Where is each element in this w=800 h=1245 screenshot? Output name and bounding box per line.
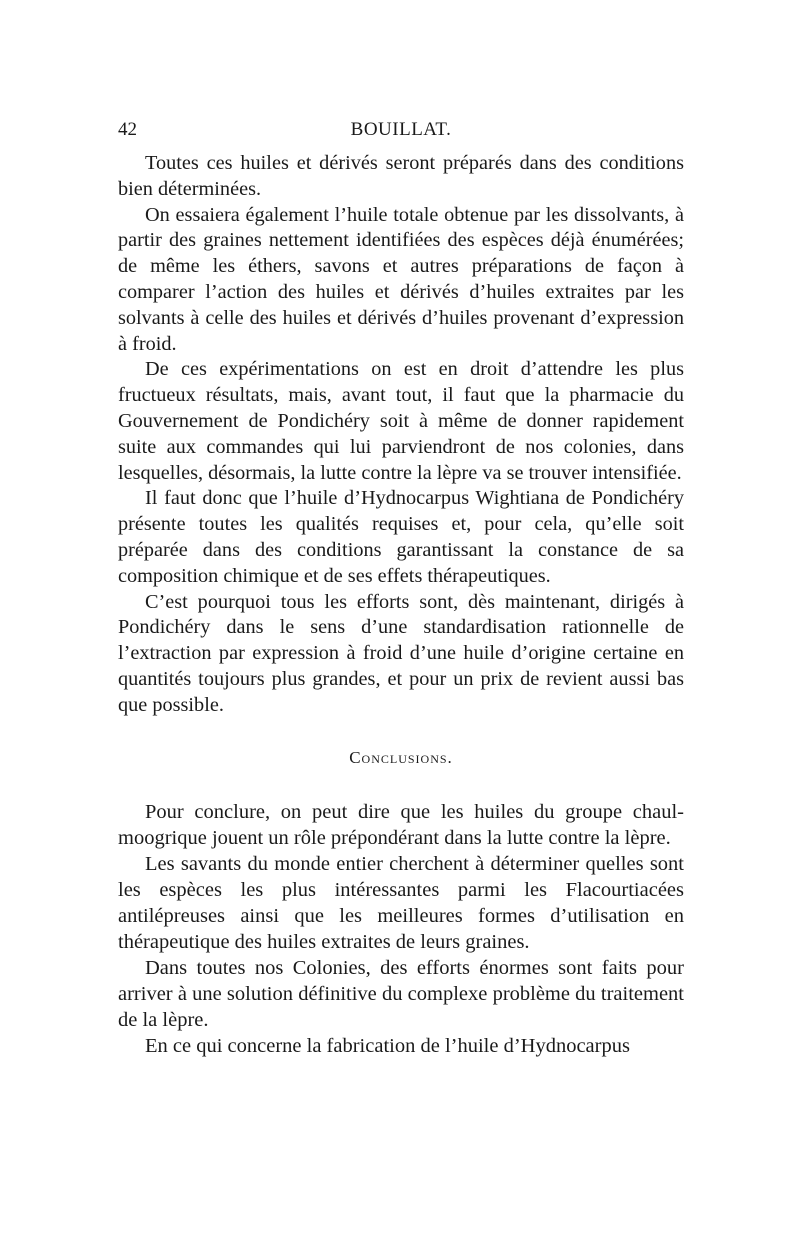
paragraph: De ces expérimentations on est en droit d’attendre les plus fructueux résultats, mais, avant tout, il faut que la pharmacie du Gouvernement de Pondichéry soit à même de donner rapidement suite aux commandes qui lui parviendront de nos colonies, dans lesquelles, désormais, la lutte contre la lèpre va se trouver intensifiée. xyxy=(118,358,684,484)
paragraph: On essaiera également l’huile totale obtenue par les dissolvants, à partir des graines nettement identifiées des espèces déjà énumérées; de même les éthers, savons et autres préparations de façon à comparer l’action des huiles et dérivés d’huiles extraites par les solvants à celle des huiles et dérivés d’huiles provenant d’expression à froid. xyxy=(118,203,684,355)
section-heading: Conclusions. xyxy=(349,747,453,767)
page-number: 42 xyxy=(118,119,137,140)
paragraph: Les savants du monde entier cherchent à déterminer quelles sont les espèces les plus intéressantes parmi les Flacourtiacées antilépreuses ainsi que les meilleures formes d’utilisation en thérapeutique des huiles extraites de leurs graines. xyxy=(118,852,684,953)
document-page xyxy=(118,118,684,1059)
running-title: BOUILLAT. xyxy=(350,119,452,140)
paragraph: Toutes ces huiles et dérivés seront préparés dans des conditions bien déterminées. xyxy=(118,152,684,200)
paragraph: Dans toutes nos Colonies, des efforts énormes sont faits pour arriver à une solution définitive du complexe problème du traitement de la lèpre. xyxy=(118,956,684,1031)
body-text xyxy=(118,151,684,719)
paragraph: Pour conclure, on peut dire que les huiles du groupe chaulmoogrique jouent un rôle prépondérant dans la lutte contre la lèpre. xyxy=(118,800,684,849)
paragraph: C’est pourquoi tous les efforts sont, dès maintenant, dirigés à Pondichéry dans le sens d’une standardisation rationnelle de l’extraction par expression à froid d’une huile d’origine certaine en quantités toujours plus grandes, et pour un prix de revient aussi bas que possible. xyxy=(118,590,684,716)
paragraph: En ce qui concerne la fabrication de l’huile d’Hydnocarpus xyxy=(145,1034,630,1057)
running-head xyxy=(118,118,684,142)
paragraph: Il faut donc que l’huile d’Hydnocarpus Wightiana de Pondichéry présente toutes les qualités requises et, pour cela, qu’elle soit préparée dans des conditions garantissant la constance de sa composition chimique et de ses effets thérapeutiques. xyxy=(118,487,684,587)
conclusions-text xyxy=(118,799,684,1059)
